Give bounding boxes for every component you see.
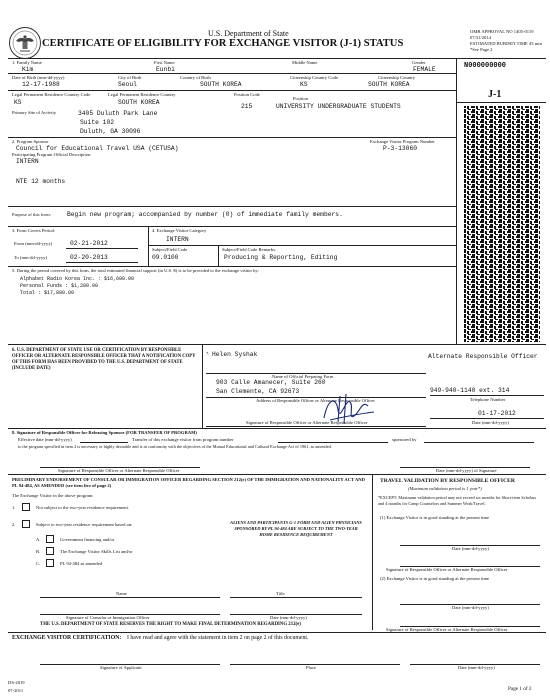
program-number-label: Exchange Visitor Program Number	[370, 139, 435, 144]
option-1-number: 1.	[12, 505, 16, 510]
option-b-letter: B.	[36, 549, 41, 554]
city-of-birth-value: Seoul	[118, 81, 137, 88]
transfer-sponsored-by: sponsored by	[392, 437, 417, 442]
first-name-value: Eunbi	[156, 66, 175, 73]
dos-notification-label: 6. U.S. DEPARTMENT OF STATE USE OR CERTIFICATION BY RESPONSIBLE OFFICER OR ALTERNATE RESPONSIBLE OFFICER THAT A NOTIFICATION COPY OF THIS FORM HAS BEEN PROVIDED TO THE U.S. DEPARTMENT OF STATE (INCLUDE DATE)	[12, 348, 196, 371]
form-number: DS-2019	[8, 680, 25, 685]
financial-support-line2: Personal Funds : $1,200.00	[20, 283, 99, 289]
official-name-label: Name of Official Preparing Form	[272, 374, 334, 379]
omb-expiration-date: 07/31/2014	[470, 35, 491, 40]
purpose-value: Begin new program; accompanied by number (0) of immediate family members.	[67, 211, 343, 218]
travel-item-1: (1) Exchange Visitor is in good standing at the present time	[380, 515, 490, 520]
estimated-burden: ESTIMATED BURDEN TIME 45 min	[470, 41, 542, 46]
lpr-code-value: KS	[14, 99, 22, 106]
citizenship-code-value: KS	[300, 81, 308, 88]
government-financing-checkbox[interactable]	[46, 535, 54, 543]
financial-support-line1: Alphabet Radio Korea Inc. : $16,600.00	[20, 276, 135, 282]
not-subject-checkbox[interactable]	[22, 503, 30, 511]
financial-support-label: 5. During the period covered by this form, the total estimated financial support (in U.S. $) is to be provided to the exchange visitor by:	[12, 268, 259, 273]
omb-approval-number: OMB APPROVAL NO 1405-0119	[470, 29, 534, 34]
sevis-id-number: N000000000	[464, 62, 507, 70]
visitor-category-label: 4. Exchange Visitor Category	[152, 228, 207, 233]
official-title-value: Alternate Responsible Officer	[428, 353, 538, 360]
program-number-value: P-3-13060	[383, 145, 418, 152]
financial-support-total: Total : $17,800.00	[20, 290, 75, 296]
transfer-officer-signature-label: Signature of Responsible Officer or Alternate Responsible Officer	[58, 468, 180, 473]
official-name-value: Helen Syshak	[212, 351, 258, 358]
form-revision-date: 07-2011	[8, 688, 24, 693]
city-of-birth-label: City of Birth	[118, 75, 142, 80]
option-c-letter: C.	[36, 561, 41, 566]
endorsement-ev-text: The Exchange Visitor in the above program:	[12, 493, 94, 498]
primary-site-address-line1: 3405 Duluth Park Lane	[78, 110, 158, 117]
option-2-text: Subject to two-year residence requirement based on:	[36, 522, 133, 527]
position-code-label: Position Code	[234, 92, 260, 97]
travel-date-2-label: Date (mm-dd-yyyy)	[452, 605, 489, 610]
form-covers-period-label: 3. Form Covers Period:	[12, 228, 56, 233]
country-of-birth-label: Country of Birth	[180, 75, 211, 80]
pl-94-484-checkbox[interactable]	[46, 559, 54, 567]
travel-validation-except: *EXCEPT: Maximum validation period may not exceed six months for Short-term Scholars and 4 months for Camp Counselors and Summer Work/Travel.	[378, 495, 537, 506]
to-date-value: 02-20-2013	[70, 254, 108, 261]
official-signature-label: Signature of Responsible Officer or Alternate Responsible Officer	[246, 420, 368, 425]
ev-certification-label: EXCHANGE VISITOR CERTIFICATION:	[12, 635, 122, 641]
travel-validation-title: TRAVEL VALIDATION BY RESPONSIBLE OFFICER	[380, 478, 515, 484]
skills-list-checkbox[interactable]	[46, 547, 54, 555]
option-b-text: The Exchange Visitor Skills List and/or	[60, 549, 133, 554]
lpr-country-value: SOUTH KOREA	[118, 99, 160, 106]
option-1-text: Not subject to the two-year residence requirement.	[36, 505, 129, 510]
official-address-line1: 903 Calle Amanecer, Suite 260	[216, 379, 326, 386]
primary-site-address-line3: Duluth, GA 30096	[80, 128, 141, 135]
form-title: CERTIFICATE OF ELIGIBILITY FOR EXCHANGE VISITOR (J-1) STATUS	[42, 38, 404, 49]
position-label: Position	[293, 96, 309, 101]
citizenship-country-label: Citizenship Country	[378, 75, 416, 80]
official-address-line2: San Clemente, CA 92673	[216, 388, 300, 395]
official-phone-value: 949-940-1140 ext. 314	[430, 387, 510, 394]
department-name: U.S. Department of State	[208, 29, 289, 38]
travel-item-2: (2) Exchange Visitor is in good standing at the present time	[380, 576, 490, 581]
endorsement-note: ALIENS AND PARTICIPANTS G-1 FORM AND ALIEN PHYSICIANS SPONSORED BY PL 94-484 ARE SUBJECT TO THE TWO-YEAR HOME RESIDENCE REQUIREMENT	[230, 520, 362, 537]
option-c-text: PL 94-484 as amended	[60, 561, 103, 566]
option-a-letter: A.	[36, 537, 41, 542]
official-date-label: Date (mm-dd-yyyy)	[472, 420, 509, 425]
lpr-country-label: Legal Permanent Residence Country	[108, 92, 176, 97]
applicant-signature-label: Signature of Applicant	[100, 665, 142, 670]
to-date-label: To (mm-dd-yyyy)	[14, 255, 47, 260]
transfer-signature-date-label: Date (mm-dd-yyyy) of Signature	[436, 468, 497, 473]
gender-label: Gender	[412, 60, 426, 65]
primary-site-address-line2: Suite 102	[80, 119, 115, 126]
country-of-birth-value: SOUTH KOREA	[200, 81, 242, 88]
transfer-purpose-text: to the program specified in item 2 is necessary or highly desirable and is in conformity with the objectives of the Mutual Educational and Cultural Exchange Act of 1961, as amended.	[18, 444, 332, 449]
visitor-category-value: INTERN	[166, 236, 189, 243]
gender-value: FEMALE	[413, 66, 436, 73]
citizenship-country-value: SOUTH KOREA	[368, 81, 410, 88]
middle-name-label: Middle Name	[292, 60, 318, 65]
travel-signature-2-label: Signature of Responsible Officer or Alternate Responsible Officer	[386, 627, 508, 632]
official-date-value: 01-17-2012	[478, 410, 516, 417]
final-determination-reserve: THE U.S. DEPARTMENT OF STATE RESERVES THE RIGHT TO MAKE FINAL DETERMINATION REGARDING 212(e)	[40, 622, 301, 627]
subject-code-label: Subject/Field Code	[152, 247, 188, 252]
position-code-value: 215	[241, 103, 253, 110]
official-phone-label: Telephone Number	[470, 397, 506, 402]
subject-remarks-label: Subject/Field Code Remarks:	[222, 247, 277, 252]
applicant-date-label: Date (mm-dd-yyyy)	[458, 665, 495, 670]
see-page-note: *See Page 2	[470, 47, 493, 52]
family-name-label: 1. Family Name	[12, 60, 42, 65]
from-date-label: From (mm-dd-yyyy)	[14, 241, 53, 246]
sevis-barcode-icon	[462, 106, 542, 342]
lpr-code-label: Legal Permanent Residence Country Code	[12, 92, 91, 97]
visa-class-label: J-1	[488, 89, 502, 100]
department-of-state-seal-icon	[8, 26, 42, 60]
official-description-value: INTERN	[16, 158, 39, 165]
program-sponsor-label: 2. Program Sponsor	[12, 139, 49, 144]
travel-signature-1-label: Signature of Responsible Officer or Alternate Responsible Officer	[386, 567, 508, 572]
citizenship-code-label: Citizenship Country Code	[290, 75, 338, 80]
officer-title-label: Title	[276, 591, 285, 596]
travel-validation-subtitle: (Maximum validation period is 1 year*)	[408, 486, 482, 491]
family-name-value: Kim	[22, 66, 34, 73]
ev-certification-text: I have read and agree with the statement in item 2 on page 2 of this document.	[127, 635, 309, 641]
transfer-effective-label: Effective date (mm-dd-yyyy)	[18, 437, 72, 442]
transfer-signature-label: 8. Signature of Responsible Officer for Releasing Sponsor (FOR TRANSFER OF PROGRAM)	[12, 430, 197, 435]
date-of-birth-label: Date of Birth (mm-dd-yyyy)	[12, 75, 65, 80]
date-of-birth-value: 12-17-1988	[22, 81, 60, 88]
first-name-label: First Name	[154, 60, 175, 65]
subject-remarks-value: Producing & Reporting, Editing	[224, 254, 338, 261]
official-description-label: Participating Program Official Description	[12, 152, 91, 157]
transfer-text: Transfer of this exchange visitor from program number	[132, 437, 234, 442]
travel-date-1-label: Date (mm-dd-yyyy)	[452, 546, 489, 551]
consular-date-label: Date (mm-dd-yyyy)	[270, 615, 307, 620]
place-label: Place	[306, 665, 316, 670]
option-2-number: 2.	[12, 522, 16, 527]
consular-signature-label: Signature of Consular or Immigration Officer	[66, 615, 150, 620]
primary-site-label: Primary Site of Activity	[12, 110, 57, 115]
purpose-label: Purpose of this form:	[12, 212, 51, 217]
subject-checkbox[interactable]	[22, 520, 30, 528]
official-prefix: 7.	[206, 351, 210, 356]
from-date-value: 02-21-2012	[70, 240, 108, 247]
program-sponsor-value: Council for Educational Travel USA (CETUSA)	[16, 145, 179, 152]
official-address-label: Address of Responsible Officer or Alternate Responsible Officer	[256, 398, 375, 403]
endorsement-title: PRELIMINARY ENDORSEMENT OF CONSULAR OR IMMIGRATION OFFICER REGARDING SECTION 212(e) OF THE IMMIGRATION AND NATIONALITY ACT AND PL 94-484, AS AMENDED (see item five of page 2)	[12, 477, 365, 488]
subject-code-value: 09.0100	[152, 254, 179, 261]
page-indicator: Page 1 of 2	[508, 686, 532, 692]
program-duration-value: NTE 12 months	[16, 178, 66, 185]
position-value: UNIVERSITY UNDERGRADUATE STUDENTS	[276, 103, 401, 110]
option-a-text: Government financing and/or	[60, 537, 115, 542]
officer-name-label: Name	[116, 591, 127, 596]
